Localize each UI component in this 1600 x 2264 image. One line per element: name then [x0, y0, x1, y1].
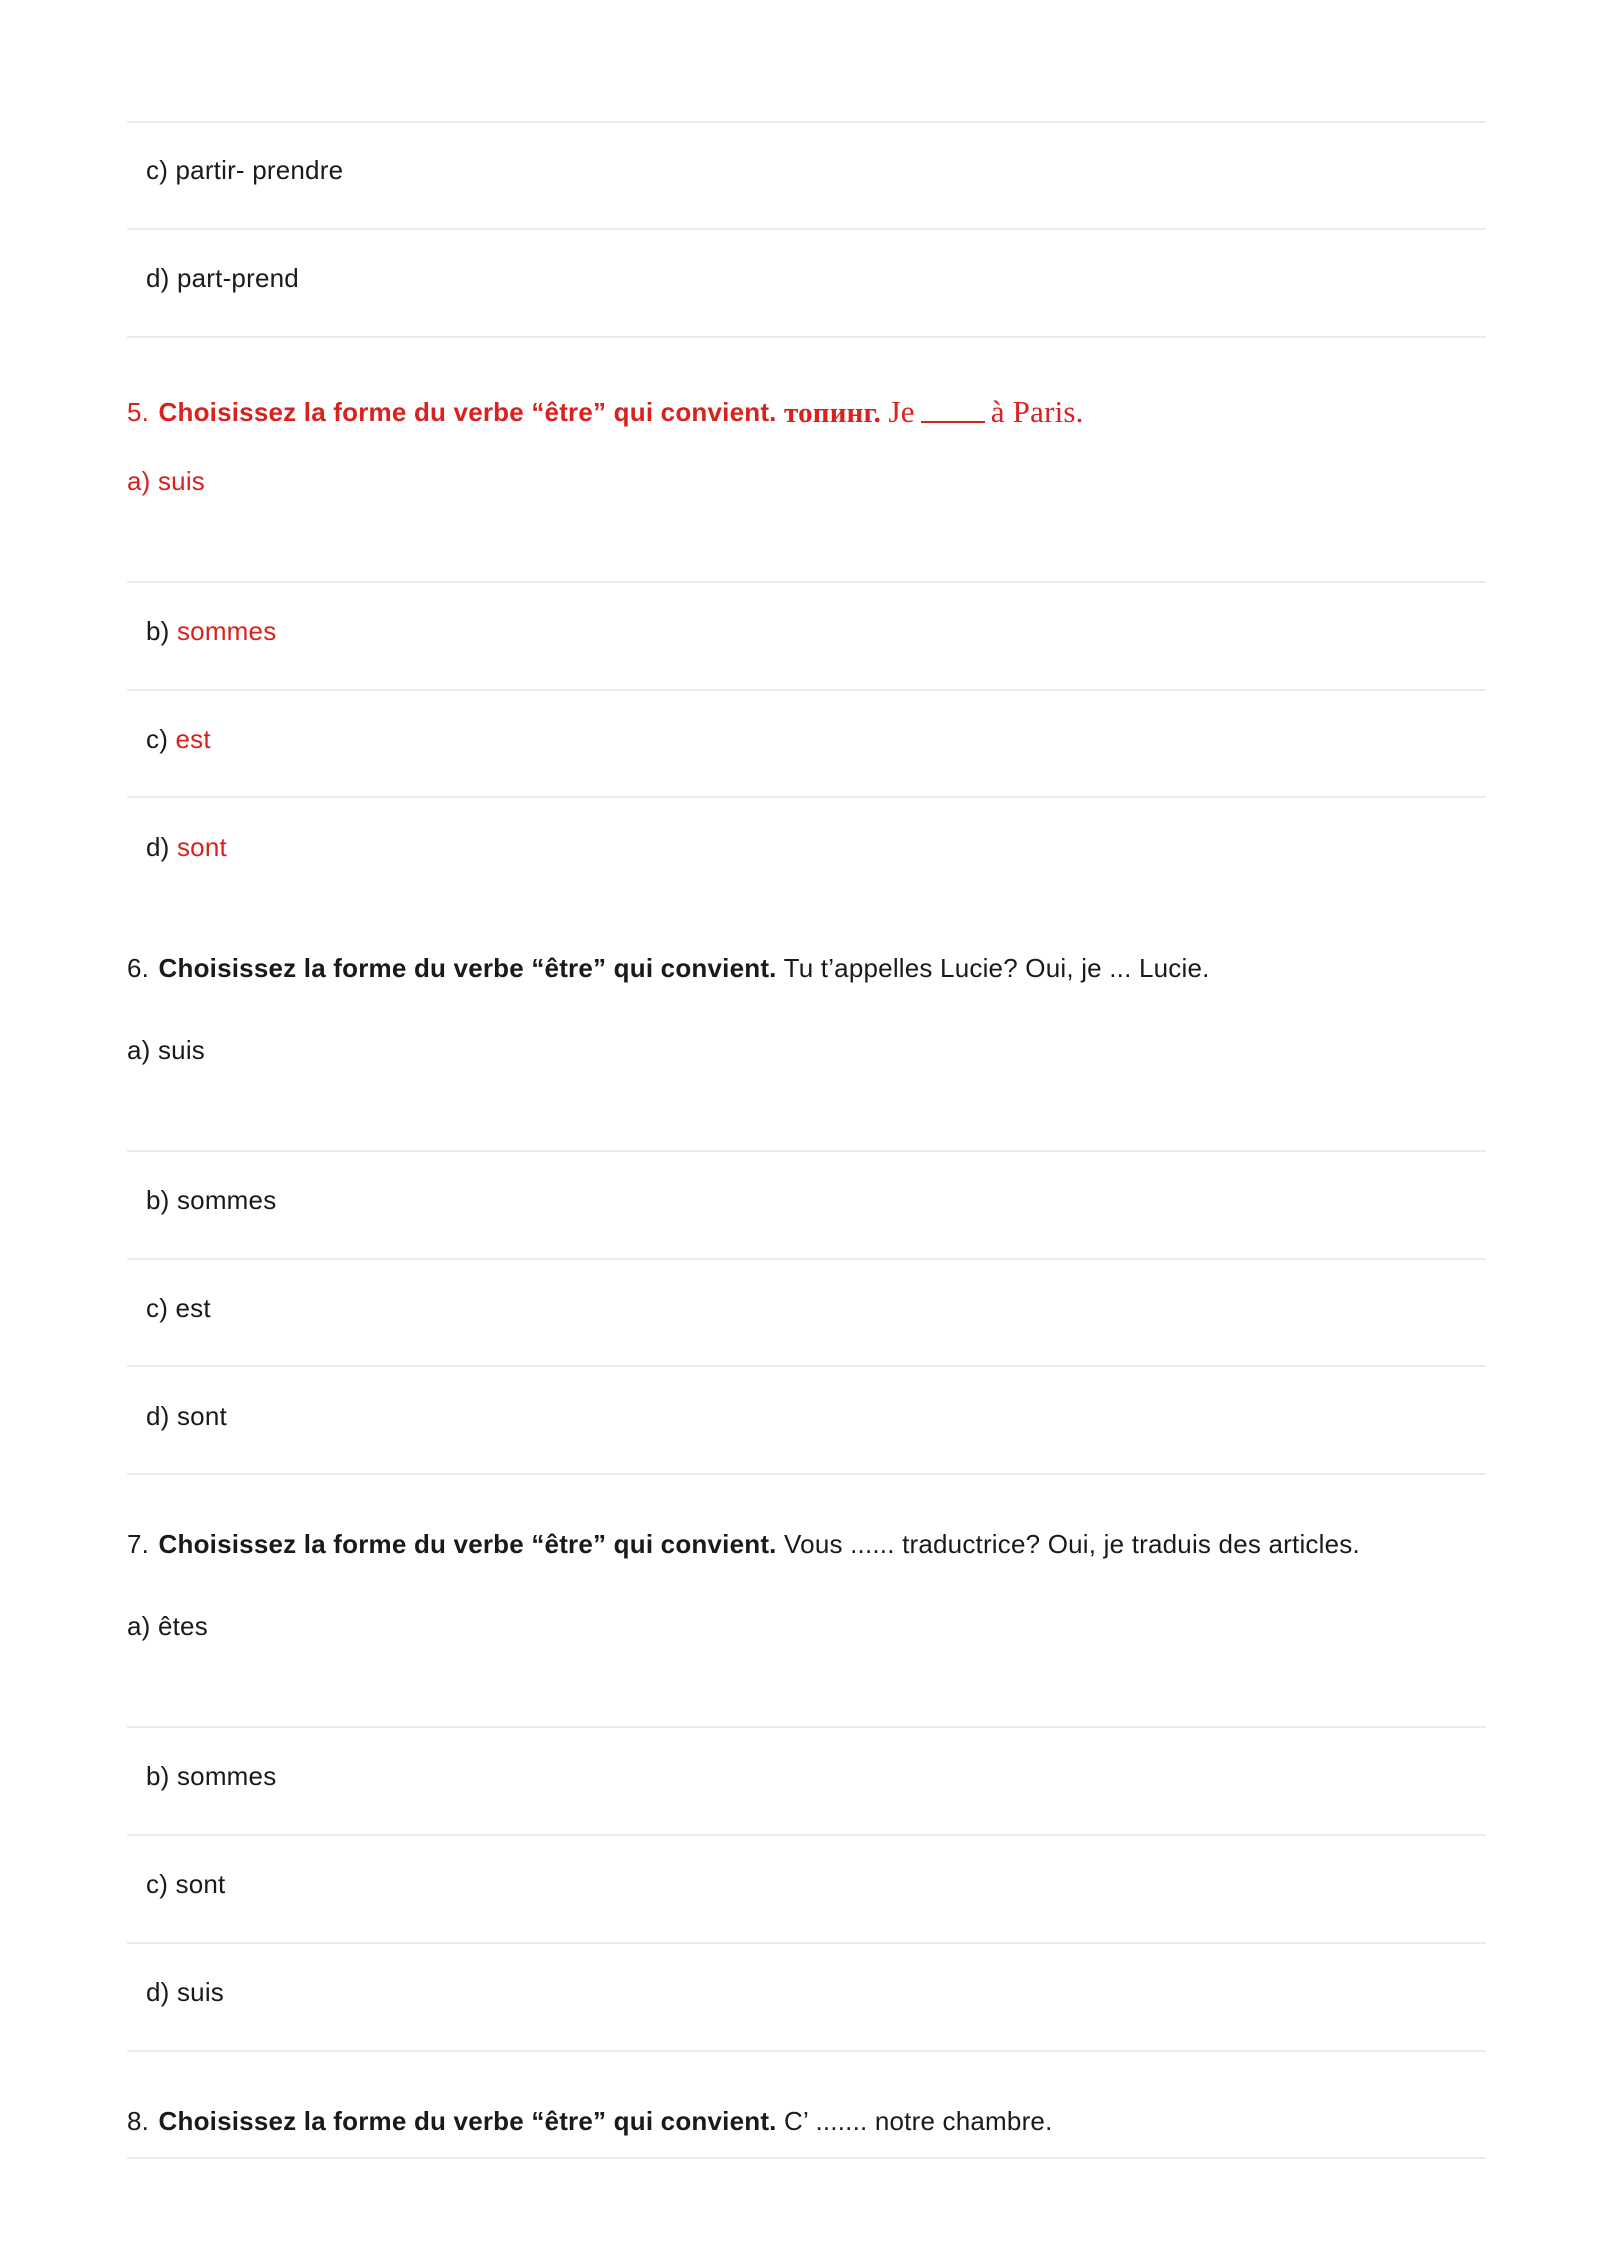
- option-letter: c): [146, 1293, 169, 1323]
- question-number: 5.: [127, 397, 150, 427]
- option-text: sommes: [176, 1185, 277, 1215]
- q5-option-a[interactable]: [127, 464, 205, 498]
- divider: [127, 1150, 1486, 1152]
- option-letter: a): [127, 1611, 151, 1641]
- question-prompt: Choisissez la forme du verbe “être” qui convient.: [158, 953, 777, 983]
- q6-option-c[interactable]: [146, 1291, 211, 1325]
- q8-question: [127, 2104, 1053, 2138]
- option-letter: b): [146, 1185, 170, 1215]
- divider: [127, 2157, 1486, 2159]
- question-number: 7.: [127, 1529, 150, 1559]
- question-prompt: Choisissez la forme du verbe “être” qui convient.: [158, 2106, 777, 2136]
- option-text: part-prend: [176, 263, 299, 293]
- sentence-start: Je: [888, 394, 915, 429]
- q5-option-d[interactable]: [146, 830, 227, 864]
- q6-option-b[interactable]: [146, 1183, 276, 1217]
- option-text: suis: [157, 466, 206, 496]
- option-letter: d): [146, 263, 170, 293]
- option-letter: c): [146, 1869, 169, 1899]
- option-text: sont: [175, 1869, 226, 1899]
- question-sentence: Tu t’appelles Lucie? Oui, je ... Lucie.: [783, 953, 1210, 983]
- question-sentence: Vous ...... traductrice? Oui, je traduis des articles.: [784, 1529, 1360, 1559]
- option-letter: d): [146, 832, 170, 862]
- sentence-end: à Paris.: [990, 394, 1084, 429]
- option-letter: b): [146, 616, 170, 646]
- q6-question: [127, 951, 1210, 985]
- q4-option-d[interactable]: [146, 261, 299, 295]
- q6-option-d[interactable]: [146, 1399, 227, 1433]
- divider: [127, 228, 1486, 230]
- option-letter: d): [146, 1977, 170, 2007]
- divider: [127, 581, 1486, 583]
- option-text: sommes: [176, 616, 277, 646]
- option-letter: a): [127, 466, 151, 496]
- q7-option-d[interactable]: [146, 1975, 224, 2009]
- option-letter: d): [146, 1401, 170, 1431]
- option-text: suis: [157, 1035, 206, 1065]
- divider: [127, 1365, 1486, 1367]
- divider: [127, 121, 1486, 123]
- divider: [127, 1473, 1486, 1475]
- option-letter: a): [127, 1035, 151, 1065]
- option-text: sont: [176, 832, 227, 862]
- q5-option-c[interactable]: [146, 722, 211, 756]
- option-text: partir- prendre: [175, 155, 344, 185]
- divider: [127, 1942, 1486, 1944]
- option-text: sont: [176, 1401, 227, 1431]
- divider: [127, 2050, 1486, 2052]
- divider: [127, 1726, 1486, 1728]
- option-text: sommes: [176, 1761, 277, 1791]
- divider: [127, 796, 1486, 798]
- option-letter: c): [146, 724, 169, 754]
- question-sentence: C’ ....... notre chambre.: [784, 2106, 1053, 2136]
- q7-option-b[interactable]: [146, 1759, 276, 1793]
- option-text: suis: [176, 1977, 225, 2007]
- q5-question: [127, 394, 1084, 429]
- question-number: 6.: [127, 953, 150, 983]
- option-letter: c): [146, 155, 169, 185]
- q5-option-b[interactable]: [146, 614, 276, 648]
- question-number: 8.: [127, 2106, 150, 2136]
- answer-blank: [921, 395, 985, 423]
- question-prompt: Choisissez la forme du verbe “être” qui convient.: [158, 397, 777, 427]
- q7-question: [127, 1527, 1360, 1561]
- q7-option-a[interactable]: [127, 1609, 208, 1643]
- question-label: топинг.: [784, 397, 882, 429]
- option-letter: b): [146, 1761, 170, 1791]
- divider: [127, 689, 1486, 691]
- q7-option-c[interactable]: [146, 1867, 225, 1901]
- q6-option-a[interactable]: [127, 1033, 205, 1067]
- question-prompt: Choisissez la forme du verbe “être” qui convient.: [158, 1529, 777, 1559]
- q4-option-c[interactable]: [146, 153, 343, 187]
- option-text: est: [175, 1293, 211, 1323]
- divider: [127, 1258, 1486, 1260]
- option-text: est: [175, 724, 211, 754]
- option-text: êtes: [157, 1611, 208, 1641]
- divider: [127, 1834, 1486, 1836]
- divider: [127, 336, 1486, 338]
